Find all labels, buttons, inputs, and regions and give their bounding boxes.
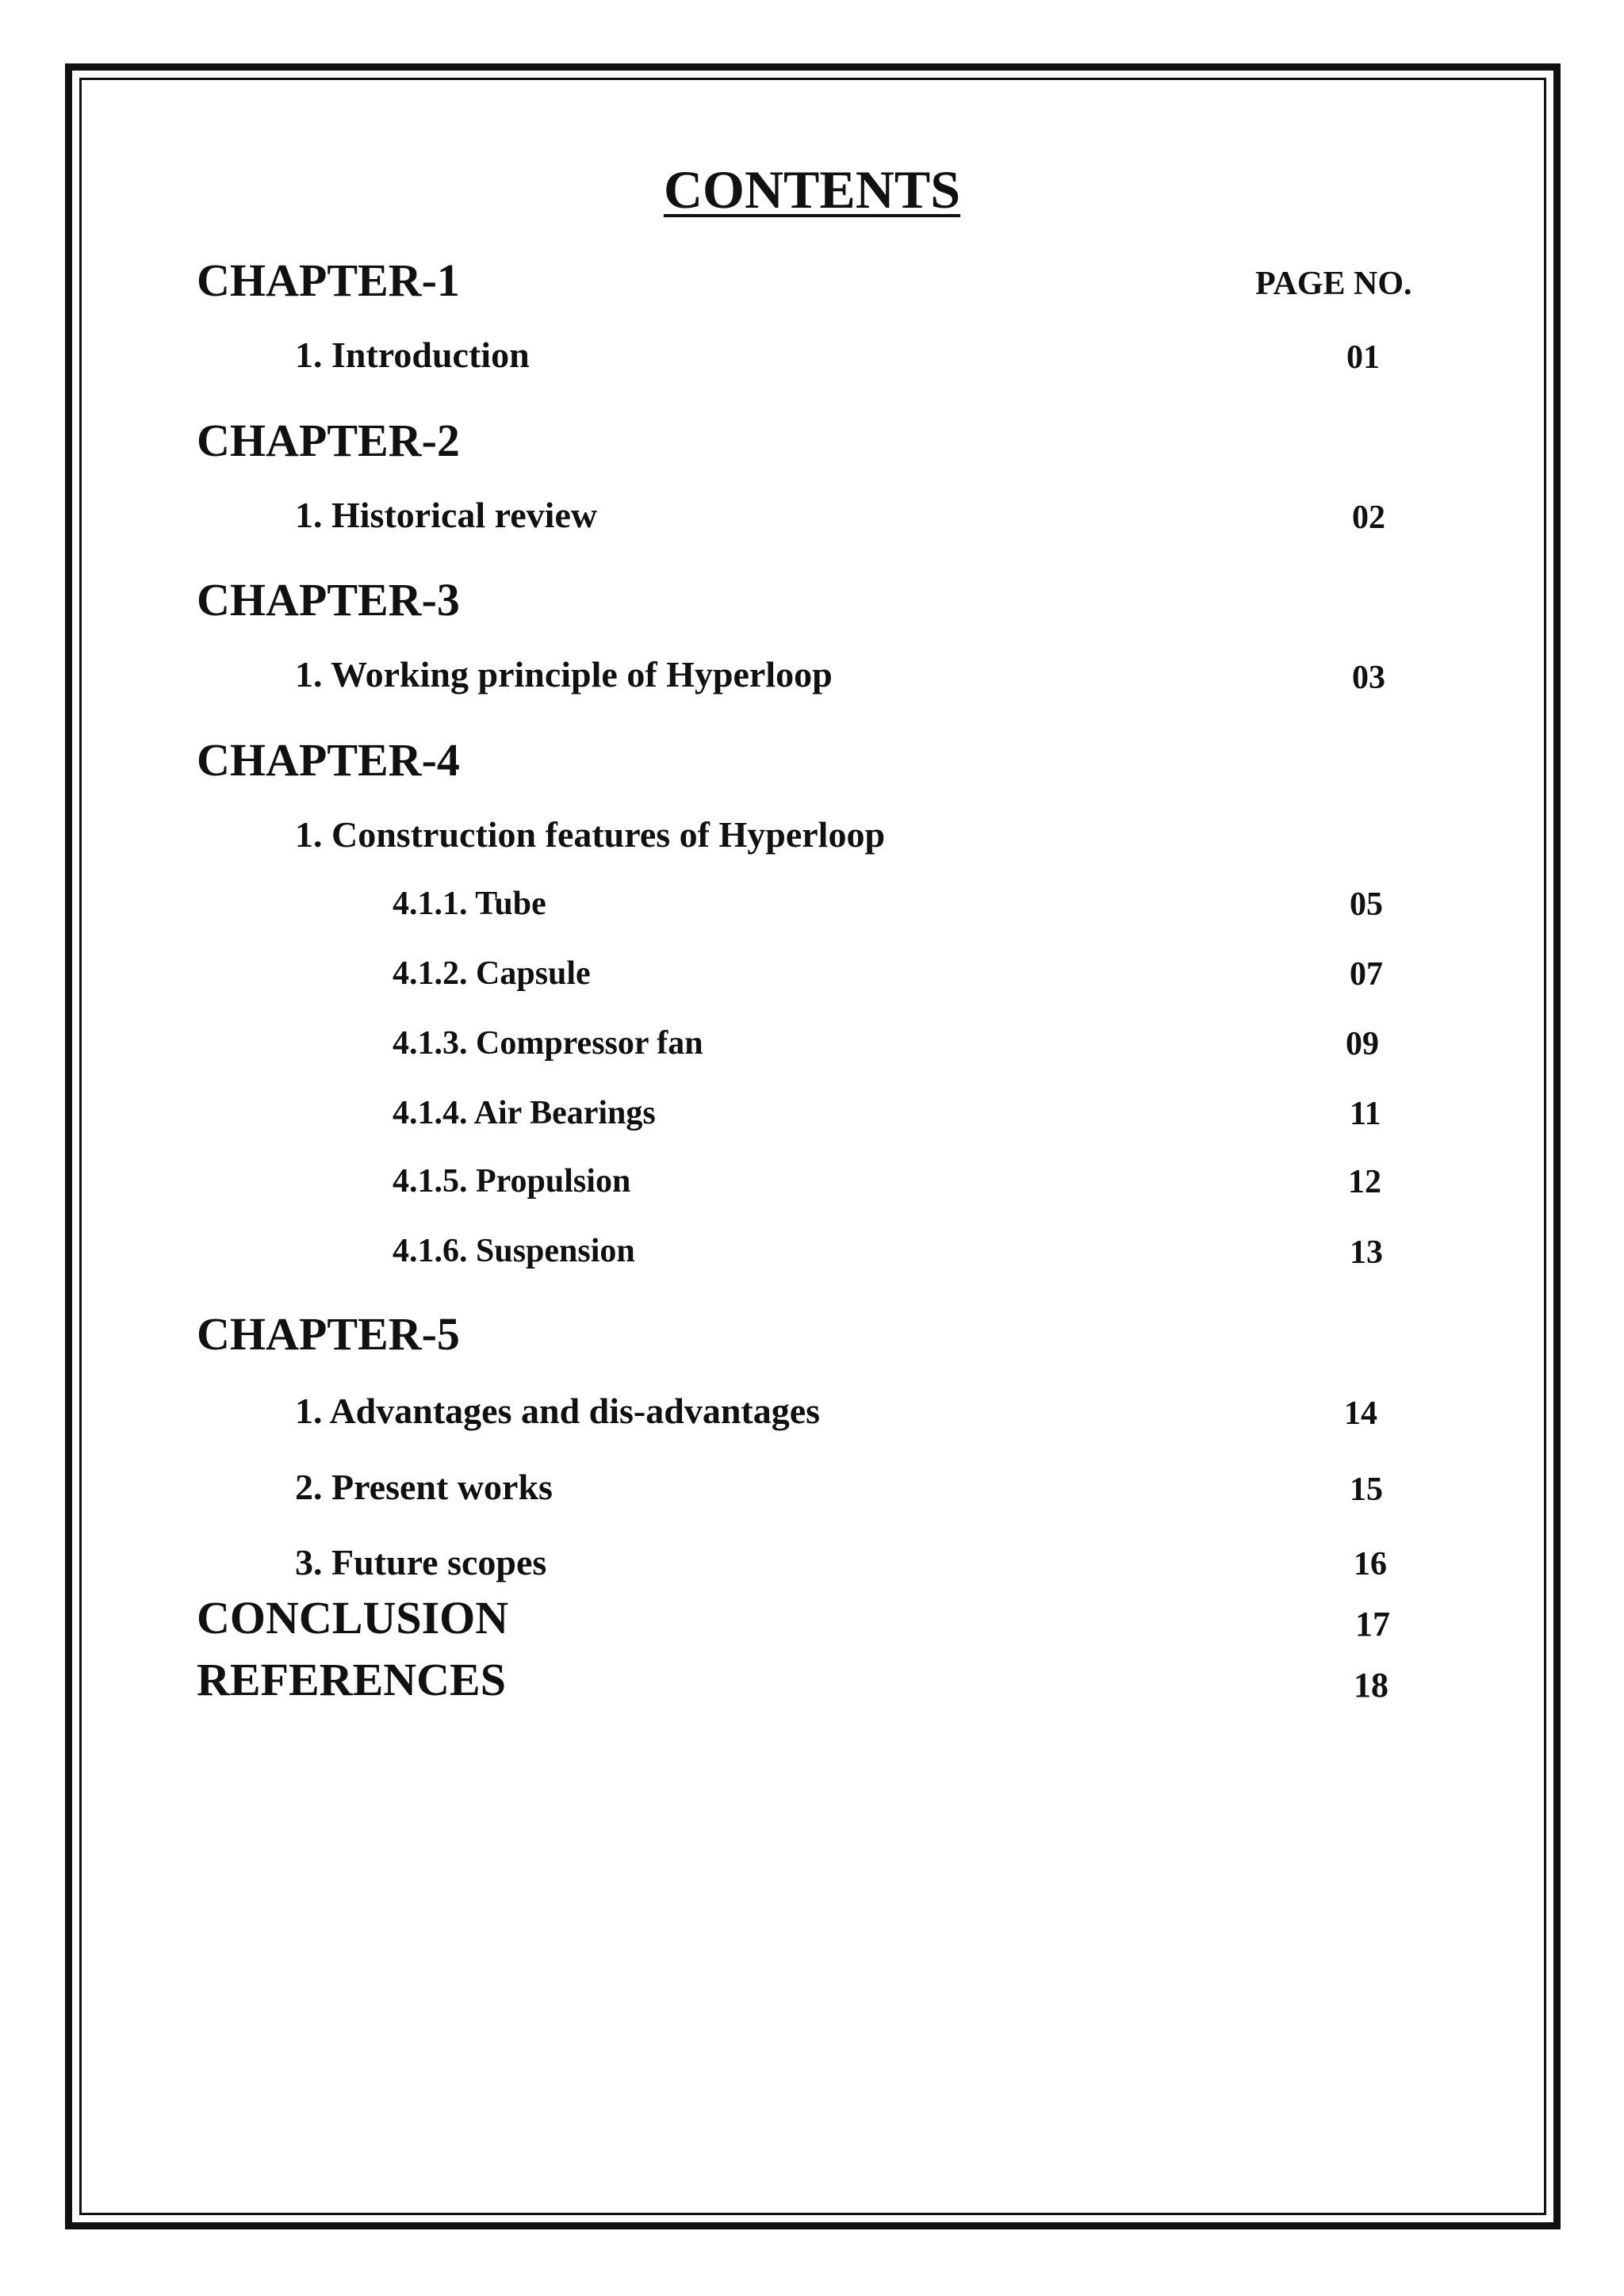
toc-page-future-scopes: 16 [1354,1546,1387,1582]
toc-page-compressor-fan: 09 [1346,1026,1379,1062]
toc-page-references: 18 [1354,1666,1388,1705]
toc-subentry-suspension: 4.1.6. Suspension [393,1233,635,1269]
toc-page-air-bearings: 11 [1350,1096,1381,1132]
toc-references: REFERENCES [197,1654,506,1705]
toc-page-present-works: 15 [1350,1471,1383,1508]
toc-entry-present-works: 2. Present works [295,1467,553,1507]
toc-page-advantages: 14 [1344,1395,1377,1432]
toc-page-suspension: 13 [1350,1234,1383,1271]
toc-subentry-propulsion: 4.1.5. Propulsion [393,1163,631,1200]
toc-entry-introduction: 1. Introduction [295,335,530,375]
toc-page-historical-review: 02 [1352,499,1385,536]
toc-entry-construction-features: 1. Construction features of Hyperloop [295,814,886,855]
toc-entry-advantages: 1. Advantages and dis-advantages [295,1391,821,1431]
toc-subentry-capsule: 4.1.2. Capsule [393,955,591,992]
toc-page-capsule: 07 [1350,956,1383,993]
toc-entry-historical-review: 1. Historical review [295,495,598,535]
toc-entry-working-principle: 1. Working principle of Hyperloop [295,654,833,695]
toc-page-tube: 05 [1350,886,1383,923]
chapter-3-heading: CHAPTER-3 [197,574,460,626]
toc-page-propulsion: 12 [1348,1164,1381,1200]
toc-subentry-compressor-fan: 4.1.3. Compressor fan [393,1025,703,1062]
chapter-2-heading: CHAPTER-2 [197,415,460,466]
chapter-5-heading: CHAPTER-5 [197,1308,460,1360]
page-no-label: PAGE NO. [1255,266,1412,302]
toc-subentry-air-bearings: 4.1.4. Air Bearings [393,1095,656,1131]
toc-conclusion: CONCLUSION [197,1592,509,1644]
toc-page-working-principle: 03 [1352,660,1385,696]
toc-page-conclusion: 17 [1355,1605,1390,1644]
toc-page-introduction: 01 [1346,339,1380,376]
chapter-4-heading: CHAPTER-4 [197,734,460,786]
page-border-inner [79,78,1546,2215]
contents-title: CONTENTS [663,159,961,220]
toc-subentry-tube: 4.1.1. Tube [393,886,546,922]
toc-entry-future-scopes: 3. Future scopes [295,1542,547,1582]
chapter-1-heading: CHAPTER-1 [197,254,460,306]
